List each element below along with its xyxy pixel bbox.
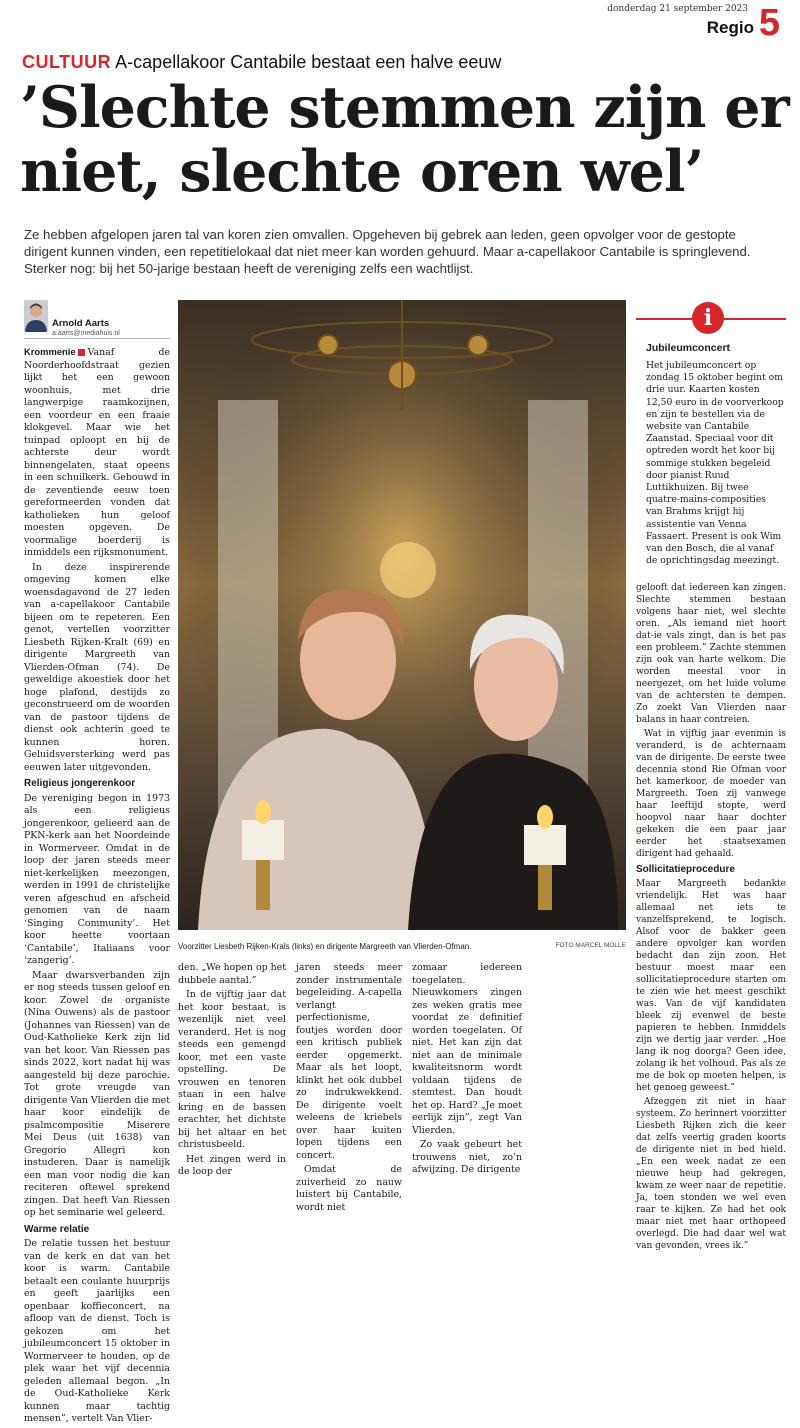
infobox-title: Jubileumconcert: [646, 342, 731, 354]
article-column-2: [178, 962, 286, 1181]
paragraph: Zo vaak gebeurt het trouwens niet, zo’n afwijzing. De dirigente: [412, 1139, 522, 1175]
article-column-5: [636, 582, 786, 1254]
section-tag: CULTUUR: [22, 52, 112, 72]
paragraph: Omdat de zuiverheid zo nauw luistert bij Cantabile, wordt niet: [296, 1164, 402, 1213]
paragraph: Wat in vijftig jaar evenmin is veranderd, is de achternaam van de dirigente. De eerste twee decennia stond Rie Ofman voor het kamerkoor, de moeder van Margreeth. Toen zij vanwege haar leeftijd stopte, werd hoopvol naar haar dochter gekeken die een paar jaar eerder het staatsexamen dirigent had gehaald.: [636, 729, 786, 859]
paragraph: Afzeggen zit niet in haar systeem. Zo herinnert voorzitter Liesbeth Rijken zich die keer dat zelfs veertig graden koorts de dirigente niet in bed hield. „En een week nadat ze een nieuwe heup had gekregen, kwam ze weer naar de repetitie. Ja, toen stonden we wel even raar te kijken. Ze had het ook maar niet met haar orthopeed overlegd. Die had daar wel wat van gevonden, vrees ik.”: [636, 1097, 786, 1251]
paragraph: Maar dwarsverbanden zijn er nog steeds tussen geloof en koor. Zowel de organiste (Nina Ouwens) als de pastoor (Johannes van Riessen) van de Oud-Katholieke Kerk zijn lid van het koor. Van Riessen pas sinds 2022, kort nadat hij was aangesteld bij deze parochie. Tot grote vreugde van dirigente Van Vlierden die met haar koor eindelijk de psalmcompositie Miserere Mei Deus (uit 1638) van Gregorio Allegri kon instuderen. Daar is namelijk een man voor nodig die kan reciteren oftewel sprekend zingen. Dat heeft Van Riessen op het seminarie wel geleerd.: [24, 969, 170, 1218]
paragraph: In de vijftig jaar dat het koor bestaat, is wezenlijk niet veel veranderd. Het is nog steeds een gemengd koor, met een vaste opstelling. De vrouwen en tenoren staan in een halve kring en de bassen erachter, het dichtste bij het altaar en het christusbeeld.: [178, 989, 286, 1150]
subheading: Warme relatie: [24, 1223, 90, 1235]
paragraph: gelooft dat iedereen kan zingen. Slechte stemmen bestaan volgens haar niet, wel slechte oren. „Als iemand niet hoort dat-ie vals zingt, dan is het pas een probleem.” Zachte stemmen zijn ook van harte welkom. Die worden meestal voor in neergezet, om het luide volume van de achtersten te dempen. Zo zoekt Van Vlierden naar balans in haar contreien.: [636, 583, 786, 725]
paragraph: Maar Margreeth bedankte vriendelijk. Het was haar allemaal net iets te vanzelfsprekend, te logisch. Alsof voor de bakker geen andere opvolger kan worden bedacht dan zijn zoon. Het bestuur moest maar een sollicitatieprocedure starten om te zien wie het meest geschikt was. Van de vijf kandidaten bleek zij evenwel de beste papieren te hebben. Inmiddels zijn we dertig jaar verder. „Hoe lang ik nog doorga? Geen idee, zolang ik het volhoud. Pas als ze me de bok op moeten helpen, is het genoeg geweest.”: [636, 879, 786, 1093]
section-name: Regio: [706, 18, 754, 37]
dateline-square: [78, 349, 85, 356]
article-column-3: [296, 962, 402, 1216]
subheading: Religieus jongerenkoor: [24, 778, 136, 789]
paragraph: jaren steeds meer zonder instrumentale begeleiding. A-capella verlangt perfectionisme, foutjes worden door een kritisch publiek eerder opgemerkt. Maar als het loopt, klinkt het ook dubbel zo indrukwekkend. De dirigente voelt weleens de kriebels over haar kuiten lopen tijdens een concert.: [296, 962, 402, 1161]
page-number: 5: [758, 2, 780, 44]
subheading: Sollicitatieprocedure: [636, 864, 735, 875]
paragraph: De relatie tussen het bestuur van de kerk en dat van het koor is warm. Cantabile betaalt een coulante huurprijs en geeft jaarlijks een openbaar koffieconcert, na afloop van de dienst. Toch is gekozen om het jubileumconcert 15 oktober in Wormerveer te houden, op de plek waar het vijf decennia geleden allemaal begon. „In de Oud-Katholieke Kerk kunnen maar tachtig mensen”, vertelt Van Vlier-: [24, 1238, 170, 1424]
article-photo: [178, 300, 626, 930]
paragraph: Het zingen werd in de loop der: [178, 1153, 286, 1177]
divider: [24, 338, 170, 339]
publication-date: donderdag 21 september 2023: [607, 4, 748, 14]
paragraph: Vanaf de Noorderhoofdstraat gezien lijkt het een gewoon woonhuis, met drie langwerpige raamkozijnen, een voordeur en een fraaie klokgevel. Maar wie het tuinpad oploopt en bij de achterste deur wordt binnengelaten, staat opeens in een schuilkerk. Gebouwd in de zeventiende eeuw toen gereformeerden vonden dat katholieken hun geloof moesten opgeven. De voormalige boerderij is inmiddels een rijksmonument.: [24, 347, 170, 558]
photo-caption: Voorzitter Liesbeth Rijken-Krals (links) en dirigente Margreeth van Vlierden-Ofman.: [178, 942, 472, 951]
photo-credit: FOTO MARCEL MOLLE: [555, 942, 626, 949]
author-avatar: [24, 300, 48, 332]
paragraph: De vereniging begon in 1973 als een religieus jongerenkoor, gelieerd aan de PKN-kerk aan het Noordeinde in Wormerveer. Omdat in de loop der jaren steeds meer niet-kerkelijken meezongen, werden in 1991 de christelijke veren afgeschud en afscheid genomen van de naam ‘Singing Community’. Het koor heette voortaan ‘Cantabile’, Italiaans voor ‘zangerig’.: [24, 792, 170, 966]
info-icon: i: [692, 302, 724, 334]
article-column-1: [24, 346, 170, 1428]
intro: Ze hebben afgelopen jaren tal van koren zien omvallen. Opgeheven bij gebrek aan leden, geen opvolger voor de gestopte dirigent kunnen vinden, een repetitielokaal dat niet meer kan worden gehuurd. Maar a-capellakoor Cantabile is springlevend. Sterker nog: bij het 50-jarige bestaan heeft de vereniging zelfs een wachtlijst.: [24, 227, 751, 276]
infobox-body: Het jubileumconcert op zondag 15 oktober begint om drie uur. Kaarten kosten 12,50 euro in de voorverkoop en zijn te bestellen via de website van Cantabile Zaanstad. Speciaal voor dit optreden wordt het koor bij sommige stukken begeleid door pianist Ruud Luttikhuizen. Bij twee quatre-mains-composities van Brahms krijgt hij assistentie van Venna Fassaert. Present is ook Wim van den Bosch, die al vanaf de oprichtingsdag meezingt.: [646, 360, 784, 567]
author-email[interactable]: a.aarts@mediahuis.nl: [52, 330, 120, 337]
dateline: Krommenie: [24, 346, 76, 357]
paragraph: zomaar iedereen toegelaten. Nieuwkomers zingen zes weken gratis mee voordat ze definitief worden toegelaten. Of niet. Het kan zijn dat niet aan de minimale kwaliteitsnorm wordt voldaan tijdens de stemtest. Dan houdt het op. Hard? „Je moet eerlijk zijn”, zegt Van Vlierden.: [412, 962, 522, 1136]
headline: ’Slechte stemmen zijn er niet, slechte oren wel’: [20, 74, 789, 205]
article-column-4: [412, 962, 522, 1179]
paragraph: den. „We hopen op het dubbele aantal.”: [178, 962, 286, 986]
paragraph: In deze inspirerende omgeving komen elke woensdagavond de 27 leden van a-capellakoor Cantabile bijeen om te repeteren. Een genot, vertellen voorzitter Liesbeth Rijken-Kralt (69) en dirigente Margreeth van Vlierden-Ofman (74). De geweldige akoestiek door het hoge plafond, destijds zo geconstrueerd om de woorden van de pastoor tijdens de dienst ook achterin goed te kunnen horen. Geluidsversterking werd pas eeuwen later uitgevonden.: [24, 561, 170, 773]
author-name: Arnold Aarts: [52, 318, 110, 329]
kicker-text: A-capellakoor Cantabile bestaat een halve eeuw: [115, 52, 502, 72]
kicker: [22, 52, 501, 73]
